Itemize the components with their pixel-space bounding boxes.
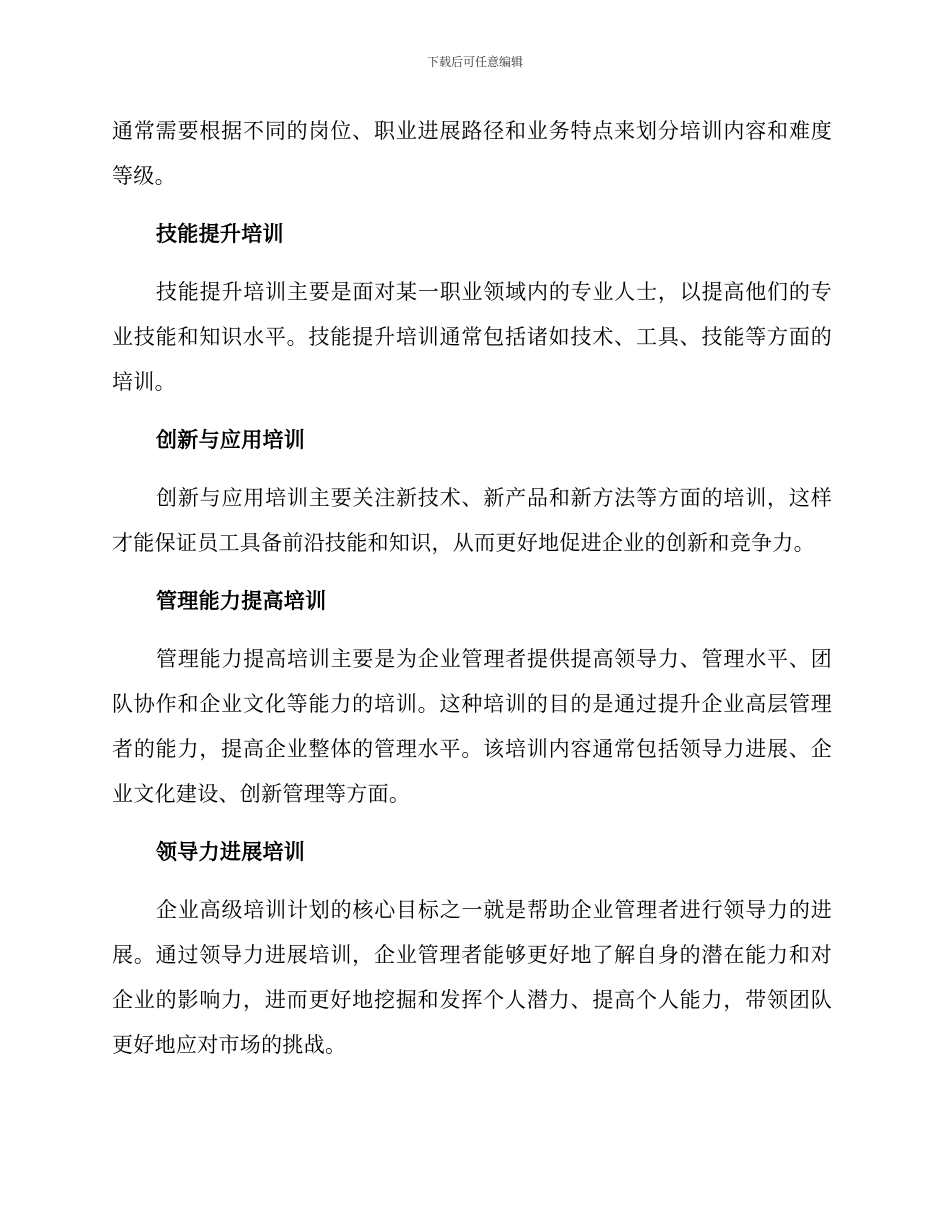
section-body-skills: 技能提升培训主要是面对某一职业领域内的专业人士，以提高他们的专业技能和知识水平。技能提升培训通常包括诸如技术、工具、技能等方面的培训。 (112, 280, 832, 394)
section-body-management: 管理能力提高培训主要是为企业管理者提供提高领导力、管理水平、团队协作和企业文化等能力的培训。这种培训的目的是通过提升企业高层管理者的能力，提高企业整体的管理水平。该培训内容通常包括领导力进展、企业文化建设、创新管理等方面。 (112, 647, 832, 806)
section-heading-skills: 技能提升培训 (156, 222, 284, 246)
section-body-leadership: 企业高级培训计划的核心目标之一就是帮助企业管理者进行领导力的进展。通过领导力进展培训，企业管理者能够更好地了解自身的潜在能力和对企业的影响力，进而更好地挖掘和发挥个人潜力、提高个人能力，带领团队更好地应对市场的挑战。 (112, 898, 832, 1057)
section-heading-management: 管理能力提高培训 (156, 589, 327, 613)
section-heading-innovation: 创新与应用培训 (156, 428, 306, 452)
document-body (112, 109, 832, 1068)
intro-continuation-paragraph: 通常需要根据不同的岗位、职业进展路径和业务特点来划分培训内容和难度等级。 (112, 119, 832, 188)
page-header: 下载后可任意编辑 (426, 55, 523, 69)
section-body-innovation: 创新与应用培训主要关注新技术、新产品和新方法等方面的培训，这样才能保证员工具备前沿技能和知识，从而更好地促进企业的创新和竞争力。 (112, 486, 832, 555)
section-heading-leadership: 领导力进展培训 (156, 840, 306, 864)
